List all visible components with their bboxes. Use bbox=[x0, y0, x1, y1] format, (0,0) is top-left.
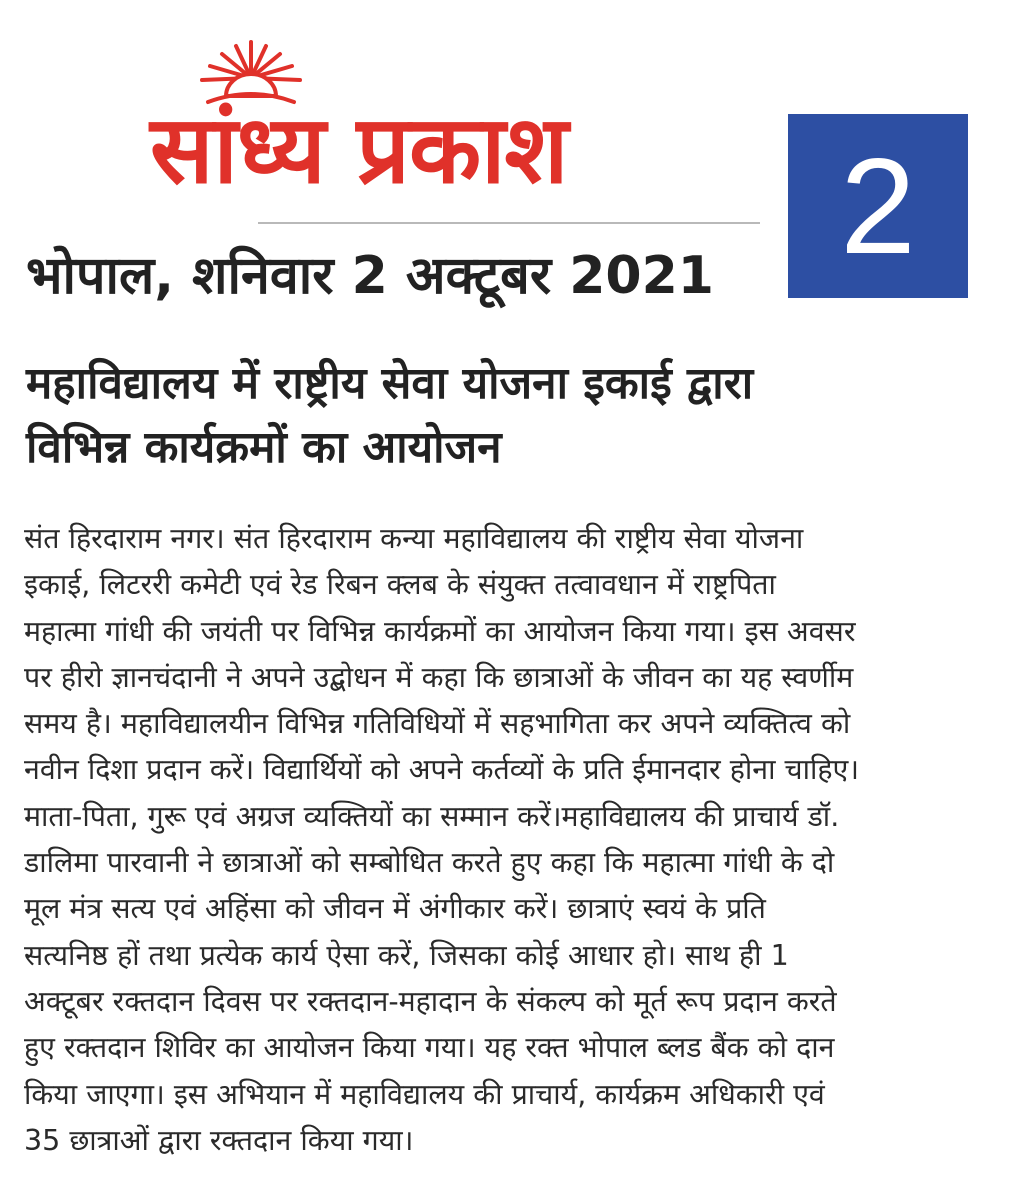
headline-line: विभिन्न कार्यक्रमों का आयोजन bbox=[26, 422, 502, 473]
body-line: समय है। महाविद्यालयीन विभिन्न गतिविधियों में सहभागिता कर अपने व्यक्तित्व को bbox=[24, 707, 851, 741]
body-line: महात्मा गांधी की जयंती पर विभिन्न कार्यक्रमों का आयोजन किया गया। इस अवसर bbox=[24, 614, 856, 648]
body-line: हुए रक्तदान शिविर का आयोजन किया गया। यह रक्त भोपाल ब्लड बैंक को दान bbox=[24, 1031, 835, 1065]
body-line: मूल मंत्र सत्य एवं अहिंसा को जीवन में अंगीकार करें। छात्राएं स्वयं के प्रति bbox=[24, 892, 766, 926]
page-number: 2 bbox=[840, 130, 916, 282]
newspaper-logo: सांध्य प्रकाश bbox=[150, 96, 568, 205]
article-headline bbox=[26, 352, 986, 480]
article-body bbox=[24, 516, 986, 1164]
body-line: माता-पिता, गुरू एवं अग्रज व्यक्तियों का सम्मान करें।महाविद्यालय की प्राचार्य डॉ. bbox=[24, 799, 840, 833]
body-line: सत्यनिष्ठ हों तथा प्रत्येक कार्य ऐसा करें, जिसका कोई आधार हो। साथ ही 1 bbox=[24, 938, 789, 972]
masthead bbox=[0, 0, 1012, 330]
body-line: नवीन दिशा प्रदान करें। विद्यार्थियों को अपने कर्तव्यों के प्रति ईमानदार होना चाहिए। bbox=[24, 753, 860, 787]
dateline: भोपाल, शनिवार 2 अक्टूबर 2021 bbox=[26, 246, 714, 306]
body-line: अक्टूबर रक्तदान दिवस पर रक्तदान-महादान के संकल्प को मूर्त रूप प्रदान करते bbox=[24, 984, 837, 1018]
body-line: संत हिरदाराम नगर। संत हिरदाराम कन्या महाविद्यालय की राष्ट्रीय सेवा योजना bbox=[24, 522, 804, 555]
masthead-divider bbox=[258, 222, 760, 224]
body-line: 35 छात्राओं द्वारा रक्तदान किया गया। bbox=[24, 1123, 414, 1157]
body-line: पर हीरो ज्ञानचंदानी ने अपने उद्बोधन में कहा कि छात्राओं के जीवन का यह स्वर्णीम bbox=[24, 660, 854, 694]
body-line: किया जाएगा। इस अभियान में महाविद्यालय की प्राचार्य, कार्यक्रम अधिकारी एवं bbox=[24, 1077, 825, 1111]
page-number-badge bbox=[788, 114, 968, 298]
headline-line: महाविद्यालय में राष्ट्रीय सेवा योजना इकाई द्वारा bbox=[26, 358, 754, 409]
body-line: इकाई, लिटररी कमेटी एवं रेड रिबन क्लब के संयुक्त तत्वावधान में राष्ट्रपिता bbox=[24, 568, 776, 602]
body-line: डालिमा पारवानी ने छात्राओं को सम्बोधित करते हुए कहा कि महात्मा गांधी के दो bbox=[24, 846, 835, 880]
